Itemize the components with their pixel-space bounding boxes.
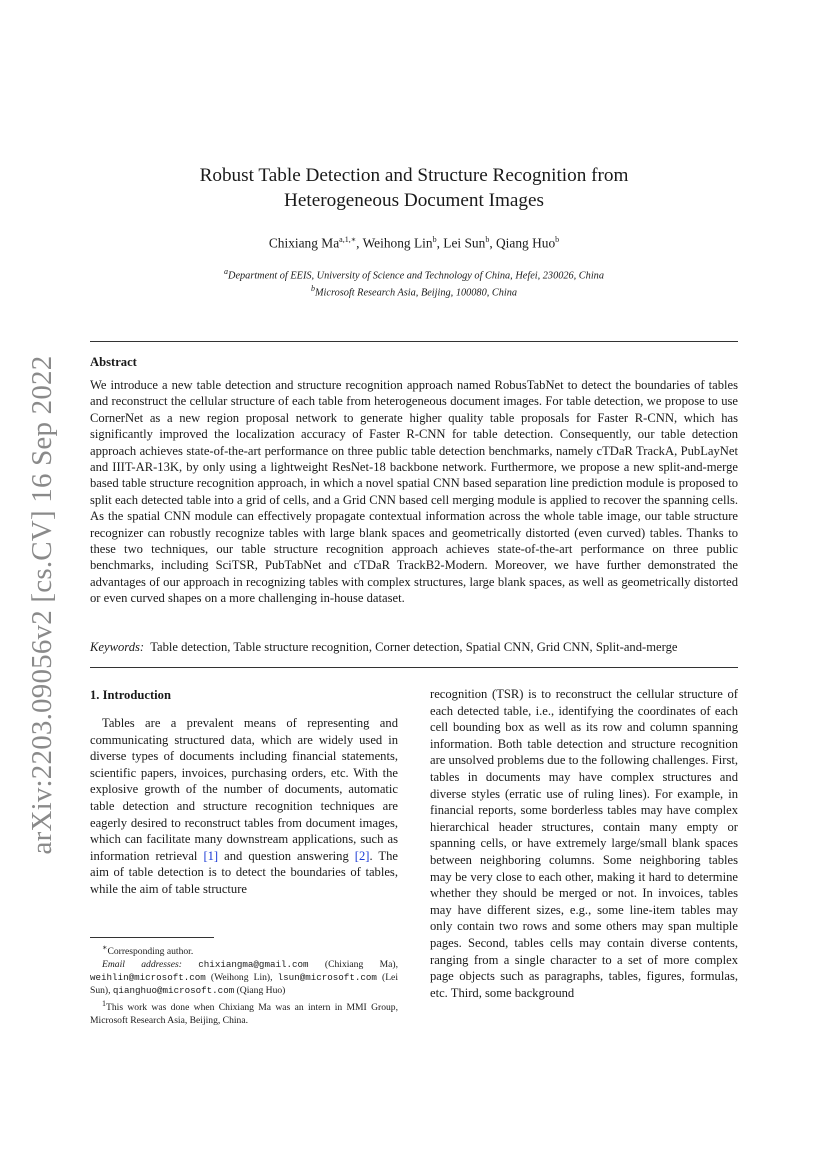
email-link[interactable]: qianghuo@microsoft.com — [112, 985, 235, 997]
footnote-corresponding: ∗Corresponding author. — [102, 943, 194, 958]
author-name: Lei Sun — [443, 235, 486, 251]
author-name: Chixiang Ma — [268, 235, 340, 251]
email-link[interactable]: chixiangma@gmail.com — [198, 959, 309, 971]
abstract-text: We introduce a new table detection and structure recognition approach named RobusTabNet to detect the boundaries of tables and reconstruct the cellular structure of each table from heterogeneous document images. For table detection, we propose to use CornerNet as a new region proposal network to generate higher quality table proposals for Faster R-CNN, which has significantly improved the localization accuracy of Faster R-CNN for table detection. Consequently, our table detection approach achieves state-of-the-art performance on three public table detection benchmarks, namely cTDaR TrackA, PubLayNet and IIIT-AR-13K, by only using a lightweight ResNet-18 backbone network. Furthermore, we propose a new split-and-merge based table structure recognition approach, in which a novel spatial CNN based separation line prediction module is proposed to split each detected table into a grid of cells, and a Grid CNN based cell merging module is applied to recover the spanning cells. As the spatial CNN module can effectively propagate contextual information across the whole table image, our table structure recognizer can robustly recognize tables with large blank spaces and geometrically distorted (even curved) tables. Thanks to these two techniques, our table structure recognition approach achieves state-of-the-art performance on three public benchmarks, including SciTSR, PubTabNet and cTDaR TrackB2-Modern. Moreover, we have further demonstrated the advantages of our approach in recognizing tables with complex structures, large blank spaces, as well as geometrically distorted or even curved shapes on a more challenging in-house dataset. — [90, 378, 738, 606]
author-sup: b — [432, 235, 437, 244]
author-name: Qiang Huo — [496, 235, 556, 251]
citation-link[interactable]: [1] — [203, 848, 219, 863]
affiliation: $^b$Microsoft Research Asia, Beijing, 100080, China — [310, 284, 518, 299]
footnote-divider — [90, 937, 214, 938]
keywords-label: Keywords: — [90, 640, 145, 654]
footnotes — [90, 941, 398, 1027]
citation-link[interactable]: [2] — [354, 848, 370, 863]
email-link[interactable]: lsun@microsoft.com — [277, 972, 377, 984]
author-name: Weihong Lin — [362, 235, 433, 251]
section-heading: 1. Introduction — [90, 688, 171, 702]
intro-column-left: Tables are a prevalent means of representing and communicating structured data, which are widely used in diverse types of documents including financial statements, scientific papers, invoices, purchasing orders, etc. With the explosive growth of the number of documents, automatic table detection and structure recognition techniques are eagerly desired to reconstruct tables from document images, which can facilitate many downstream applications, such as information retrieval [1] and question answering [2]. The aim of table detection is to detect the boundaries of tables, while the aim of table structure — [90, 716, 398, 896]
footnote-emails: Email addresses: chixiangma@gmail.com (Chixiang Ma), weihlin@microsoft.com (Weihong Lin), lsun@microsoft.com (Lei Sun), qianghuo@microsoft.com (Qiang Huo) — [90, 959, 398, 997]
intro-column-right: recognition (TSR) is to reconstruct the cellular structure of each detected table, i.e., identifying the coordinates of each cell bounding box as well as its row and column spanning information. Both table detection and structure recognition are unsolved problems due to the following challenges. First, tables in documents may have complex structures and diverse styles (erratic use of ruling lines). For example, in financial reports, some borderless tables may have complex hierarchical header structures, contain many empty or spanning cells, or have extremely large/small blank spaces between neighboring columns. Some neighboring tables may be very close to each other, making it hard to determine whether they should be merged or not. In invoices, tables may have different sizes, e.g., some line-item tables may only contain two rows and some others may span multiple pages. Second, tables cells may contain diverse contents, ranging from a single character to a set of more complex page objects such as paragraphs, tables, figures, formulas, etc. Third, some background — [430, 687, 738, 1000]
top-divider — [90, 341, 738, 342]
affiliations — [90, 265, 738, 300]
author-list: Chixiang $Ma^{a,1,∗}$, Weihong Lin$^b$, Lei Sun$^b$, Qiang Huo$^b$ — [268, 235, 560, 251]
author-sup: a,1,∗ — [339, 235, 357, 244]
abstract-heading: Abstract — [90, 355, 137, 369]
bottom-divider — [90, 667, 738, 668]
keywords — [90, 640, 738, 655]
keywords-text: Table detection, Table structure recognition, Corner detection, Spatial CNN, Grid CNN, Split-and-merge — [150, 640, 678, 654]
author-sup: b — [555, 235, 560, 244]
paper-title — [90, 163, 738, 213]
title-line-1: Robust Table Detection and Structure Recognition from — [199, 165, 629, 186]
title-line-2: Heterogeneous Document Images — [283, 190, 544, 211]
footnote-intern: $^1$This work was done when Chixiang Ma was an intern in MMI Group, Microsoft Research Asia, Beijing, China. — [90, 999, 398, 1027]
affiliation: $^a$Department of EEIS, University of Science and Technology of China, Hefei, 230026, China — [224, 267, 604, 282]
author-sup: b — [485, 235, 490, 244]
arxiv-identifier: arXiv:2203.09056v2 [cs.CV] 16 Sep 2022 — [26, 355, 58, 855]
email-link[interactable]: weihlin@microsoft.com — [90, 972, 206, 984]
